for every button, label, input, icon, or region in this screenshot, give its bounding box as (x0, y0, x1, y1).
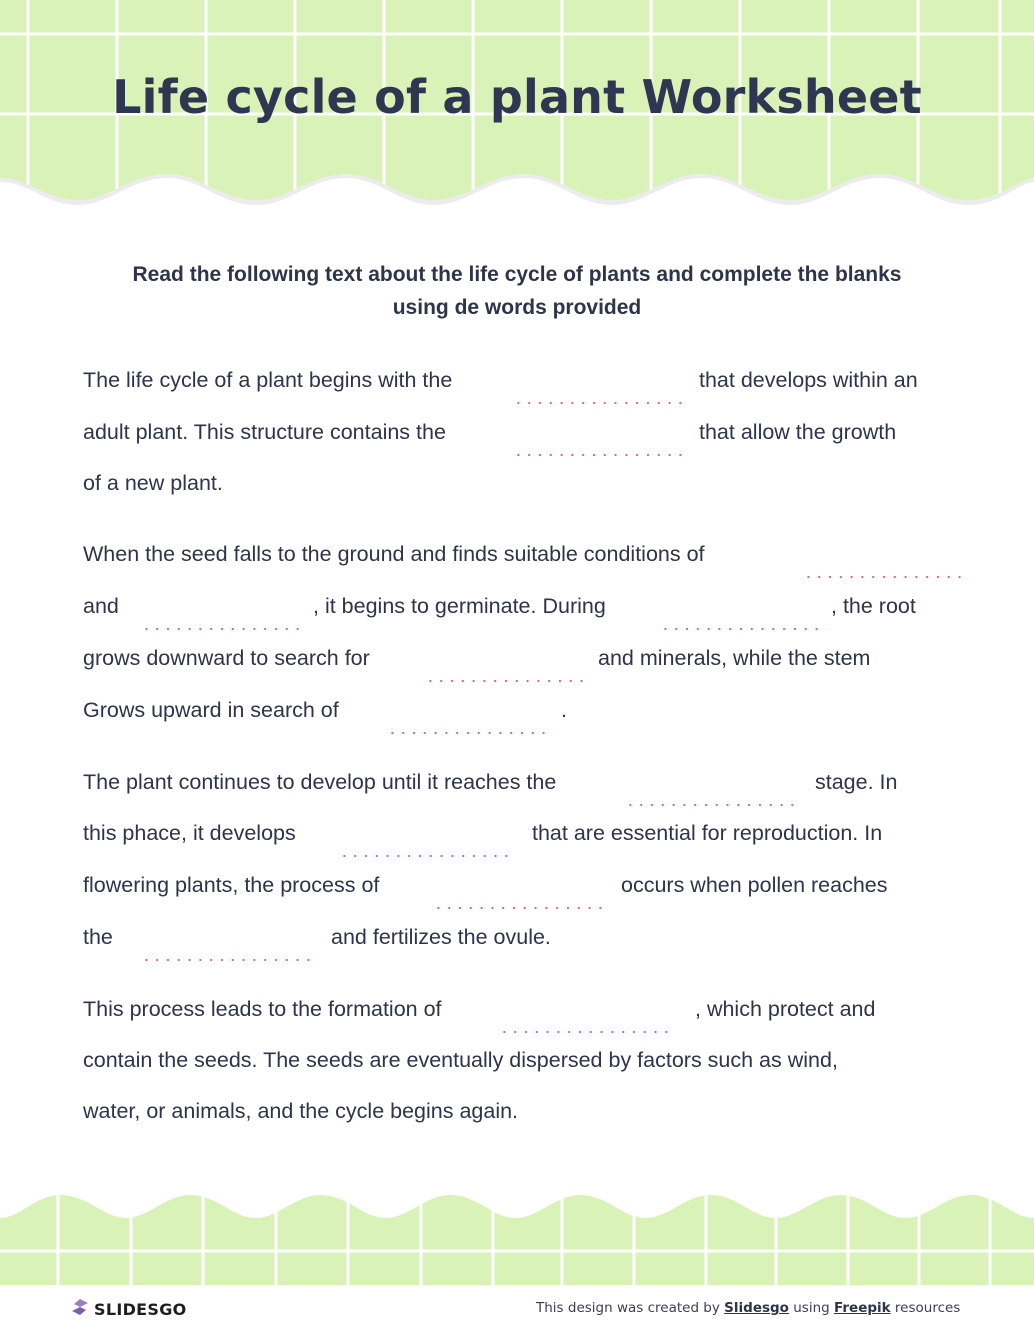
fill-in-blank-5[interactable] (660, 627, 818, 631)
text-segment: , the root (831, 594, 916, 618)
page-title: Life cycle of a plant Worksheet (112, 70, 922, 124)
text-segment: This process leads to the formation of (83, 997, 442, 1021)
footer-banner (0, 1185, 1034, 1285)
credit-prefix: This design was created by (536, 1300, 720, 1316)
fill-in-blank-4[interactable] (141, 627, 299, 631)
freepik-link[interactable]: Freepik (834, 1300, 891, 1316)
text-segment: that allow the growth (699, 420, 897, 444)
text-segment: water, or animals, and the cycle begins again. (83, 1099, 519, 1123)
text-segment: that are essential for reproduction. In (532, 821, 883, 845)
fill-in-blank-1[interactable] (513, 401, 689, 405)
text-segment: grows downward to search for (83, 646, 370, 670)
fill-in-blank-11[interactable] (141, 958, 317, 962)
text-segment: occurs when pollen reaches (621, 873, 888, 897)
text-segment: stage. In (815, 770, 898, 794)
slidesgo-link[interactable]: Slidesgo (724, 1300, 789, 1316)
instructions-line-2: using de words provided (392, 296, 642, 319)
text-segment: , it begins to germinate. During (313, 594, 606, 618)
credit-suffix: resources (894, 1300, 961, 1316)
text-segment: and (83, 594, 119, 618)
text-segment: this phace, it develops (83, 821, 296, 845)
instructions-line-1: Read the following text about the life cycle of plants and complete the blanks (132, 263, 902, 286)
text-segment: contain the seeds. The seeds are eventually dispersed by factors such as wind, (83, 1048, 838, 1072)
fill-in-blank-2[interactable] (513, 453, 689, 457)
text-segment: flowering plants, the process of (83, 873, 380, 897)
text-segment: and minerals, while the stem (598, 646, 871, 670)
text-segment: , which protect and (695, 997, 876, 1021)
slidesgo-brand[interactable] (70, 1298, 187, 1320)
text-segment: The life cycle of a plant begins with the (83, 368, 453, 392)
fill-in-blank-10[interactable] (433, 906, 609, 910)
slidesgo-logo-icon (70, 1298, 90, 1320)
text-segment: and fertilizes the ovule. (331, 925, 551, 949)
brand-name: SLIDESGO (94, 1299, 187, 1319)
credit-mid: using (793, 1300, 830, 1316)
text-segment: Grows upward in search of (83, 698, 339, 722)
fill-in-blank-8[interactable] (625, 803, 801, 807)
fill-in-blank-12[interactable] (499, 1030, 675, 1034)
credit-line (536, 1300, 960, 1316)
text-segment: that develops within an (699, 368, 918, 392)
fill-in-blank-3[interactable] (803, 575, 961, 579)
fill-in-blank-7[interactable] (387, 731, 545, 735)
fill-in-blank-9[interactable] (339, 854, 515, 858)
text-segment: the (83, 925, 113, 949)
text-segment: adult plant. This structure contains the (83, 420, 446, 444)
text-segment: of a new plant. (83, 471, 223, 495)
text-segment: . (561, 698, 567, 722)
grid-wave-background (0, 1185, 1034, 1285)
text-segment: The plant continues to develop until it reaches the (83, 770, 557, 794)
fill-in-blank-6[interactable] (425, 679, 583, 683)
header-banner (0, 0, 1034, 215)
text-segment: When the seed falls to the ground and finds suitable conditions of (83, 542, 705, 566)
instructions (70, 258, 964, 324)
